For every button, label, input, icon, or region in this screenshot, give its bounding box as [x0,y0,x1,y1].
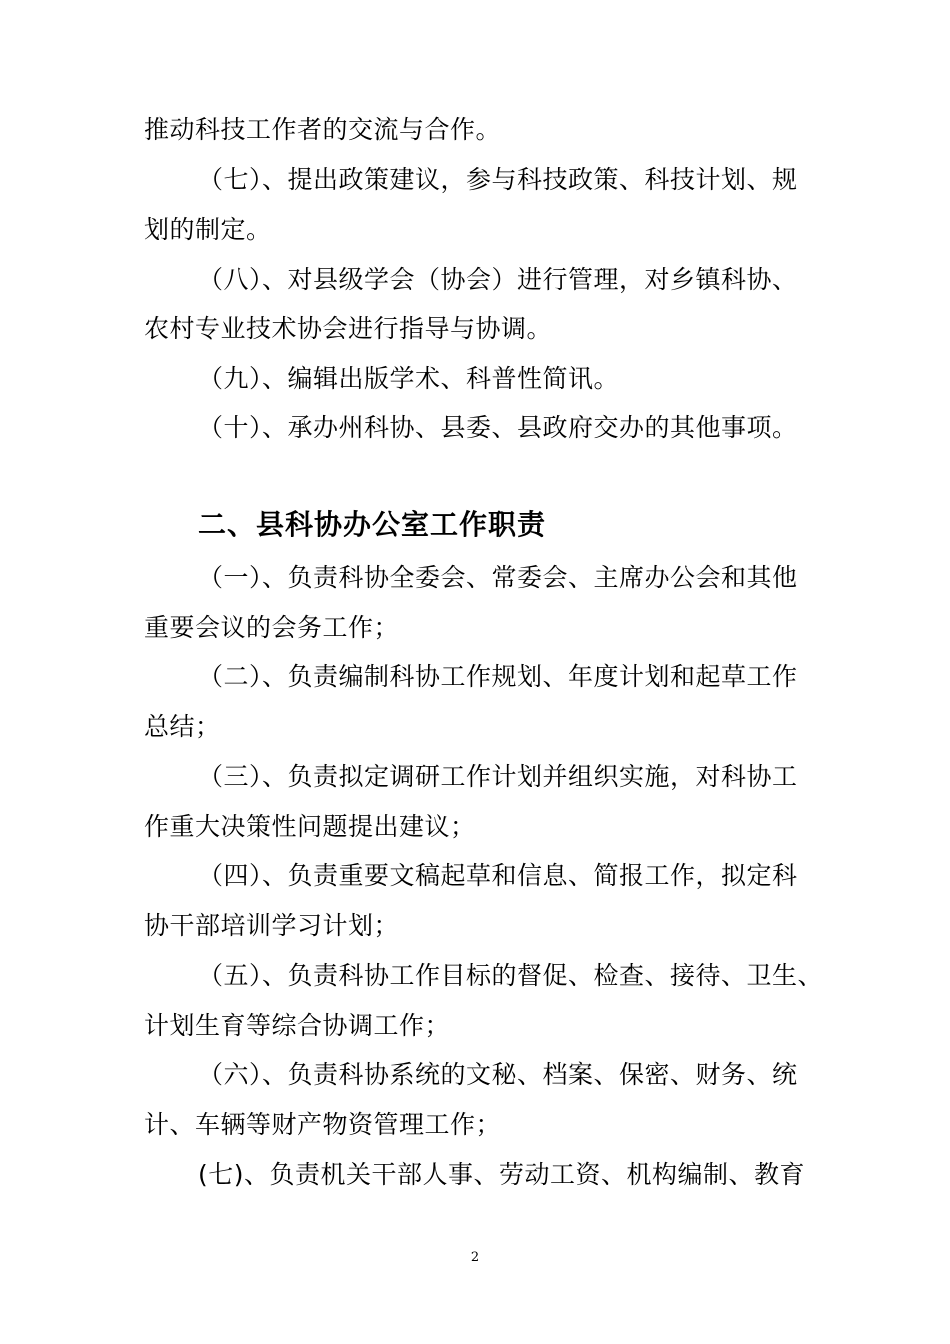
paragraph-line: 总结； [144,712,221,741]
paragraph-line: 划的制定。 [144,215,272,244]
paragraph-line: （六）、负责科协系统的文秘、档案、保密、财务、统 [198,1060,798,1089]
paragraph-line: 农村专业技术协会进行指导与协调。 [144,314,553,343]
paragraph-line: （八）、对县级学会（协会）进行管理，对乡镇科协、 [198,265,798,294]
paragraph-line: 推动科技工作者的交流与合作。 [144,115,502,144]
section-heading: 二、县科协办公室工作职责 [198,508,547,541]
paragraph-line: （一）、负责科协全委会、常委会、主席办公会和其他 [198,563,798,592]
paragraph-line: 协干部培训学习计划； [144,911,400,940]
paragraph-line: （二）、负责编制科协工作规划、年度计划和起草工作 [198,662,798,691]
paragraph-line: （四）、负责重要文稿起草和信息、简报工作，拟定科 [198,861,798,890]
paragraph-line: （三）、负责拟定调研工作计划并组织实施，对科协工 [198,762,798,791]
page-number: 2 [470,1250,480,1265]
paragraph-line: （九）、编辑出版学术、科普性简讯。 [198,364,620,393]
paragraph-line: 计划生育等综合协调工作； [144,1011,451,1040]
paragraph-line: （十）、承办州科协、县委、县政府交办的其他事项。 [198,413,798,442]
paragraph-line: （七）、提出政策建议，参与科技政策、科技计划、规 [198,165,798,194]
paragraph-line: 计、车辆等财产物资管理工作； [144,1110,502,1139]
paragraph-line: （五）、负责科协工作目标的督促、检查、接待、卫生、 [198,961,824,990]
paragraph-line: 重要会议的会务工作； [144,613,400,642]
paragraph-line: (七)、负责机关干部人事、劳动工资、机构编制、教育 [198,1160,806,1189]
paragraph-line: 作重大决策性问题提出建议； [144,812,476,841]
